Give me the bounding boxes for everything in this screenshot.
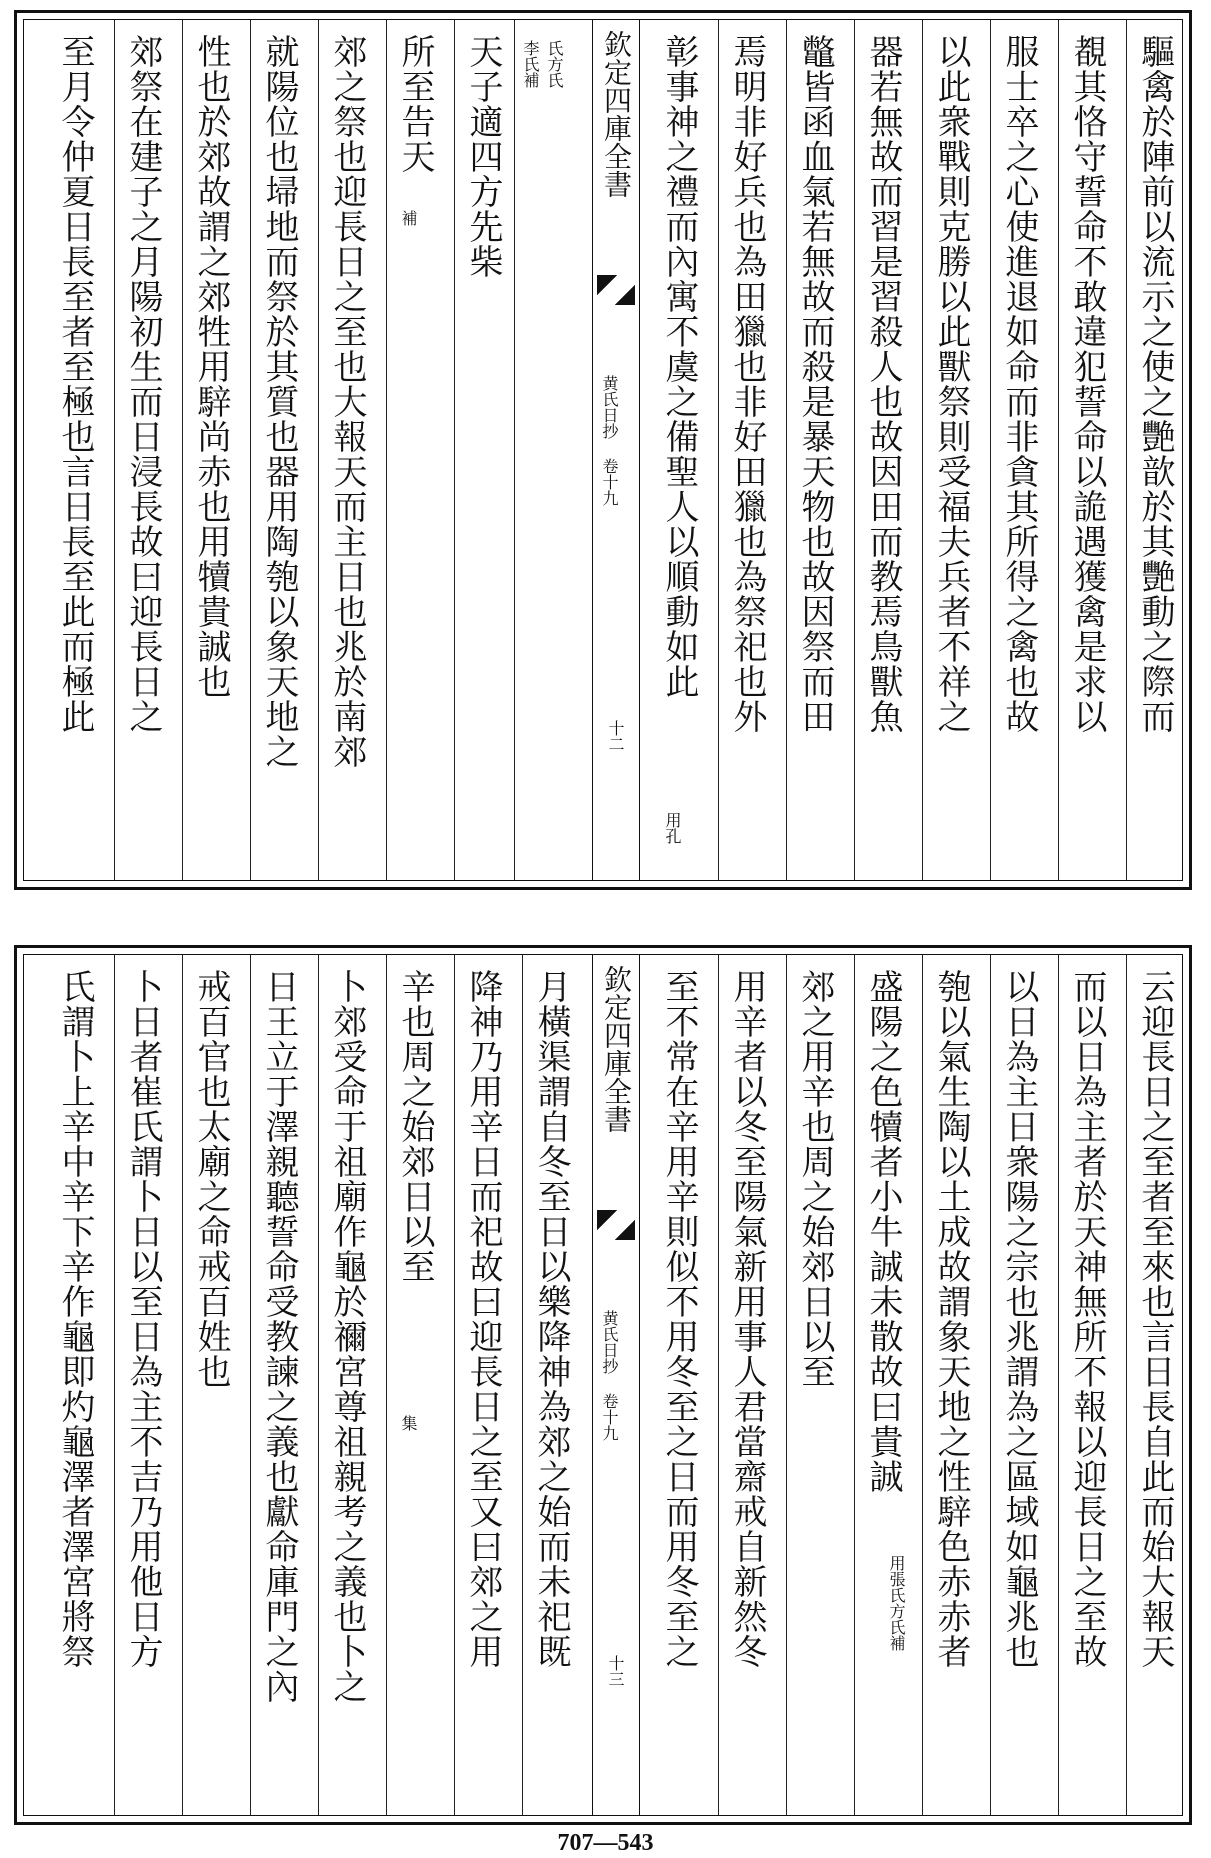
folio-number: 十二: [606, 720, 625, 752]
text-column: 盛陽之色犢者小牛誠未散故曰貴誠: [863, 969, 903, 1494]
text-column: 至不常在辛用辛則似不用冬至之日而用冬至之: [659, 969, 699, 1669]
text-column: 就陽位也埽地而祭於其質也器用陶匏以象天地之: [259, 34, 299, 769]
text-column: 彰事神之禮而內寓不虞之備聖人以順動如此: [659, 34, 699, 699]
column-rule: [1126, 20, 1127, 880]
text-column: 月橫渠謂自冬至日以樂降神為郊之始而未祀既: [531, 969, 571, 1669]
column-rule: [786, 955, 787, 1815]
text-column: 性也於郊故謂之郊牲用騂尚赤也用犢貴誠也: [191, 34, 231, 699]
folio-number: 十三: [606, 1655, 625, 1687]
column-rule: [454, 955, 455, 1815]
column-rule: [250, 20, 251, 880]
annotation-note: 用張氏方氏補: [887, 1555, 906, 1651]
top-page: [14, 10, 1192, 890]
text-column: 戒百官也太廟之命戒百姓也: [191, 969, 231, 1389]
column-rule: [854, 955, 855, 1815]
text-column: 天子適四方先柴: [463, 34, 503, 279]
text-column: 降神乃用辛日而祀故曰迎長日之至又曰郊之用: [463, 969, 503, 1669]
annotation-note: 氏方氏: [545, 40, 564, 88]
text-column: 至月令仲夏日長至者至極也言日長至此而極此: [55, 34, 95, 734]
bottom-page: [14, 945, 1192, 1825]
column-rule: [114, 955, 115, 1815]
annotation-note: 集: [399, 1415, 418, 1431]
book-title: 欽定四庫全書: [600, 30, 633, 198]
column-rule: [990, 20, 991, 880]
text-column: 郊之祭也迎長日之至也大報天而主日也兆於南郊: [327, 34, 367, 769]
fishtail-mark-icon: [597, 1210, 635, 1240]
column-rule: [922, 20, 923, 880]
column-rule: [1126, 955, 1127, 1815]
annotation-note: 李氏補: [521, 40, 540, 88]
text-column: 以日為主日衆陽之宗也兆謂為之區域如龜兆也: [999, 969, 1039, 1669]
text-column: 郊之用辛也周之始郊日以至: [795, 969, 835, 1389]
column-rule: [718, 20, 719, 880]
juan-label: 黄氏日抄 卷十九: [600, 375, 619, 506]
text-column: 匏以氣生陶以土成故謂象天地之性騂色赤赤者: [931, 969, 971, 1669]
text-column: 鼈皆函血氣若無故而殺是暴天物也故因祭而田: [795, 34, 835, 734]
column-rule: [182, 20, 183, 880]
text-column: 驅禽於陣前以流示之使之艷歆於其艷動之際而: [1135, 34, 1175, 734]
column-rule: [454, 20, 455, 880]
column-rule: [250, 955, 251, 1815]
text-column: 覩其恪守誓命不敢違犯誓命以詭遇獲禽是求以: [1067, 34, 1107, 734]
column-rule: [182, 955, 183, 1815]
text-column: 辛也周之始郊日以至: [395, 969, 435, 1284]
fold-column: [592, 955, 640, 1815]
annotation-note: 補: [399, 210, 418, 226]
bottom-page-frame: [23, 954, 1183, 1816]
column-rule: [990, 955, 991, 1815]
column-rule: [114, 20, 115, 880]
column-rule: [854, 20, 855, 880]
text-column: 以此衆戰則克勝以此獸祭則受福夫兵者不祥之: [931, 34, 971, 734]
text-column: 服士卒之心使進退如命而非貪其所得之禽也故: [999, 34, 1039, 734]
text-column: 用辛者以冬至陽氣新用事人君當齋戒自新然冬: [727, 969, 767, 1669]
text-column: 云迎長日之至者至來也言日長自此而始大報天: [1135, 969, 1175, 1669]
column-rule: [1058, 955, 1059, 1815]
column-rule: [318, 20, 319, 880]
text-column: 而以日為主者於天神無所不報以迎長日之至故: [1067, 969, 1107, 1669]
text-column: 郊祭在建子之月陽初生而日浸長故曰迎長日之: [123, 34, 163, 734]
column-rule: [514, 20, 515, 880]
column-rule: [922, 955, 923, 1815]
column-rule: [786, 20, 787, 880]
fishtail-mark-icon: [597, 275, 635, 305]
book-title: 欽定四庫全書: [600, 965, 633, 1133]
annotation-note: 用孔: [663, 812, 682, 844]
column-rule: [318, 955, 319, 1815]
text-column: 焉明非好兵也為田獵也非好田獵也為祭祀也外: [727, 34, 767, 734]
column-rule: [522, 955, 523, 1815]
text-column: 卜郊受命于祖廟作龜於禰宮尊祖親考之義也卜之: [327, 969, 367, 1704]
fold-column: [592, 20, 640, 880]
column-rule: [1058, 20, 1059, 880]
text-column: 氏謂卜上辛中辛下辛作龜即灼龜澤者澤宮將祭: [55, 969, 95, 1669]
text-column: 器若無故而習是習殺人也故因田而教焉鳥獸魚: [863, 34, 903, 734]
text-column: 卜日者崔氏謂卜日以至日為主不吉乃用他日方: [123, 969, 163, 1669]
column-rule: [386, 20, 387, 880]
text-column: 所至告天: [395, 34, 435, 174]
column-rule: [386, 955, 387, 1815]
column-rule: [718, 955, 719, 1815]
text-column: 日王立于澤親聽誓命受教諫之義也獻命庫門之內: [259, 969, 299, 1704]
top-page-frame: [23, 19, 1183, 881]
juan-label: 黄氏日抄 卷十九: [600, 1310, 619, 1441]
page-number: 707—543: [557, 1830, 654, 1856]
